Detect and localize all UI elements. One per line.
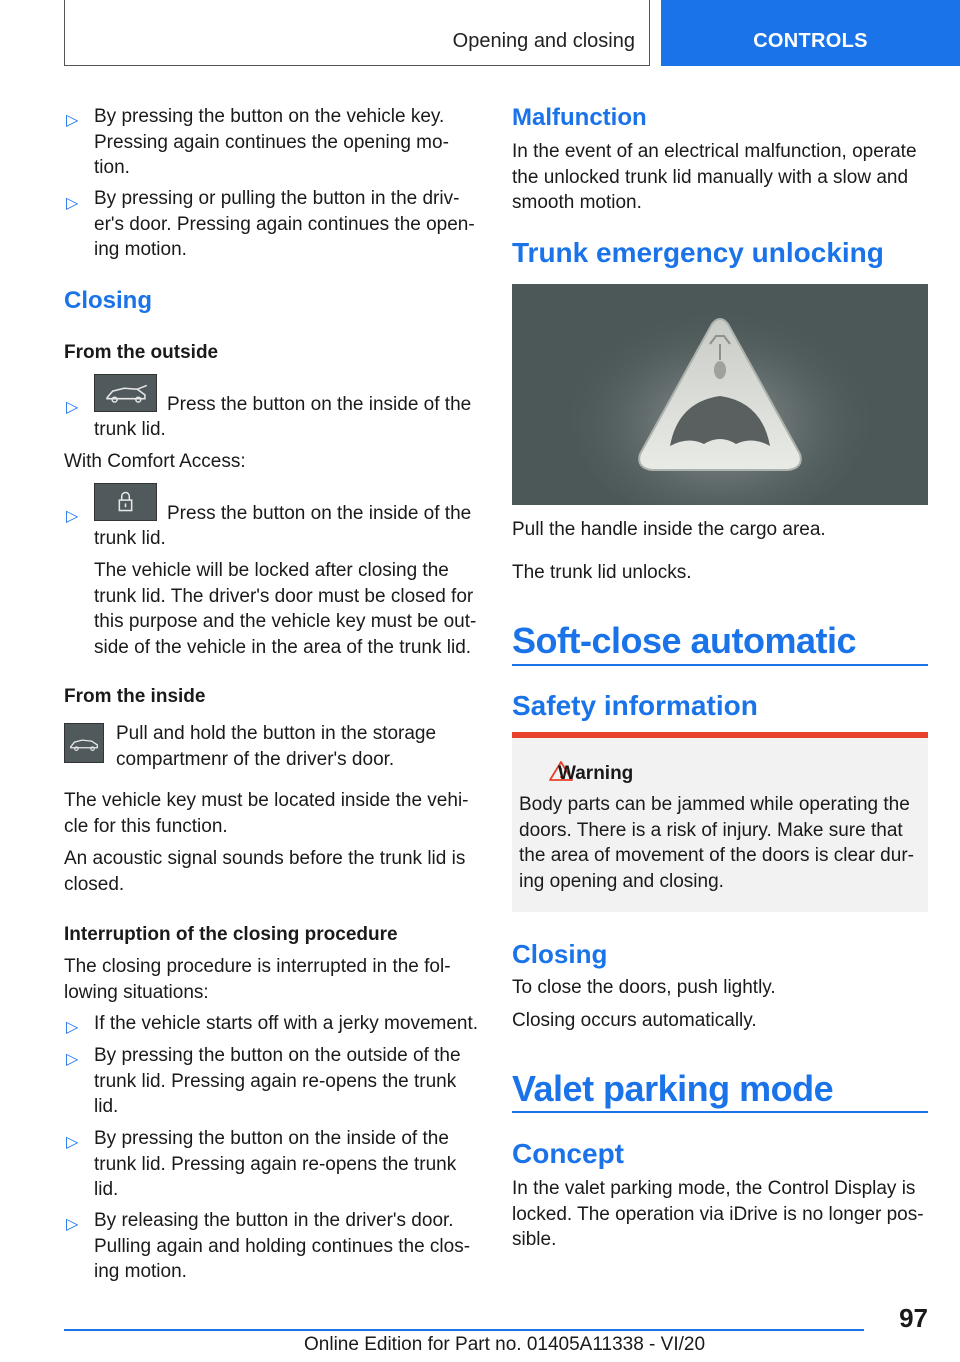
bullet-outside-button: By pressing the button on the outside of the trunk lid. Pressing again re-opens the trunk lid. <box>94 1045 461 1117</box>
chapter-tab[interactable] <box>661 0 960 66</box>
emergency-unlocking-heading: Trunk emergency unlocking <box>512 237 884 268</box>
comfort-note: The vehicle will be locked after closing the trunk lid. The driver's door must be closed for this purpose and the vehicle key must be out- side of the vehicle in the area of the trunk lid. <box>94 560 477 658</box>
emergency-handle-image <box>512 284 928 505</box>
interruption-heading: Interruption of the closing procedure <box>64 924 398 945</box>
bullet-icon: ▷ <box>66 1134 79 1151</box>
footer-edition: Online Edition for Part no. 01405A11338 - VI/20 <box>304 1334 706 1355</box>
bullet-icon: ▷ <box>66 1216 79 1233</box>
b4-line2: trunk lid. <box>94 528 166 549</box>
comfort-access-label: With Comfort Access: <box>64 451 246 472</box>
warning-box <box>512 738 928 912</box>
bullet-icon: ▷ <box>66 508 79 525</box>
warning-text: Body parts can be jammed while operating the doors. There is a risk of injury. Make sure that the area of movement of the doors is clear dur- ing opening and closing. <box>519 794 914 892</box>
malfunction-text: In the event of an electrical malfunction, operate the unlocked trunk lid manually with a slow and smooth motion. <box>512 141 917 213</box>
from-outside-heading: From the outside <box>64 342 219 363</box>
closing-automatic-text: Closing occurs automatically. <box>512 1010 757 1031</box>
close-doors-text: To close the doors, push lightly. <box>512 977 776 998</box>
section-rule <box>512 1111 928 1113</box>
section-rule <box>512 664 928 666</box>
lock-button-image <box>94 483 157 521</box>
bullet-vehicle-key: By pressing the button on the vehicle key. Pressing again continues the opening mo- tion. <box>94 106 449 178</box>
bullet-icon: ▷ <box>66 195 79 212</box>
trunk-unlocks-text: The trunk lid unlocks. <box>512 562 692 583</box>
from-inside-heading: From the inside <box>64 686 206 707</box>
pull-handle-text: Pull the handle inside the cargo area. <box>512 519 826 540</box>
bullet-inside-button: By pressing the button on the inside of the trunk lid. Pressing again re-opens the trunk lid. <box>94 1128 457 1200</box>
bullet-jerky-movement: If the vehicle starts off with a jerky movement. <box>94 1013 479 1034</box>
header-box <box>64 0 650 66</box>
b3-line1: Press the button on the inside of the <box>167 394 472 415</box>
emergency-handle-photo <box>512 284 928 505</box>
valet-parking-heading: Valet parking mode <box>512 1068 834 1109</box>
malfunction-heading: Malfunction <box>512 104 647 131</box>
interruption-text: The closing procedure is interrupted in the fol- lowing situations: <box>64 956 451 1003</box>
bullet-releasing-button: By releasing the button in the driver's door. Pulling again and holding continues the clos- ing motion. <box>94 1210 471 1282</box>
chapter-tab-label: CONTROLS <box>753 30 868 52</box>
lock-icon <box>95 484 156 520</box>
concept-heading: Concept <box>512 1138 624 1169</box>
car-trunk-icon <box>95 375 156 411</box>
car-trunk-small-icon <box>65 724 103 762</box>
concept-text: In the valet parking mode, the Control Display is locked. The operation via iDrive is no longer pos- sible. <box>512 1178 924 1250</box>
key-inside-paragraph: The vehicle key must be located inside the vehi- cle for this function. <box>64 790 469 837</box>
page-number: 97 <box>899 1303 928 1333</box>
acoustic-signal-paragraph: An acoustic signal sounds before the trunk lid is closed. <box>64 848 466 895</box>
closing-heading: Closing <box>64 287 152 314</box>
b4-line1: Press the button on the inside of the <box>167 503 472 524</box>
from-inside-text: Pull and hold the button in the storage compartmenr of the driver's door. <box>116 723 437 770</box>
bullet-icon: ▷ <box>66 399 79 416</box>
b3-line2: trunk lid. <box>94 419 166 440</box>
bullet-icon: ▷ <box>66 1019 79 1036</box>
soft-close-heading: Soft-close automatic <box>512 620 857 661</box>
footer-rule <box>64 1329 864 1331</box>
trunk-button-image <box>94 374 157 412</box>
section-title: Opening and closing <box>452 30 635 52</box>
bullet-icon: ▷ <box>66 112 79 129</box>
closing-doors-heading: Closing <box>512 939 608 969</box>
bullet-icon: ▷ <box>66 1051 79 1068</box>
safety-information-heading: Safety information <box>512 690 758 721</box>
bullet-drivers-door: By pressing or pulling the button in the driv- er's door. Pressing again continues the open- ing motion. <box>94 188 475 260</box>
warning-title: Warning <box>558 763 634 784</box>
inside-button-image <box>64 723 104 763</box>
